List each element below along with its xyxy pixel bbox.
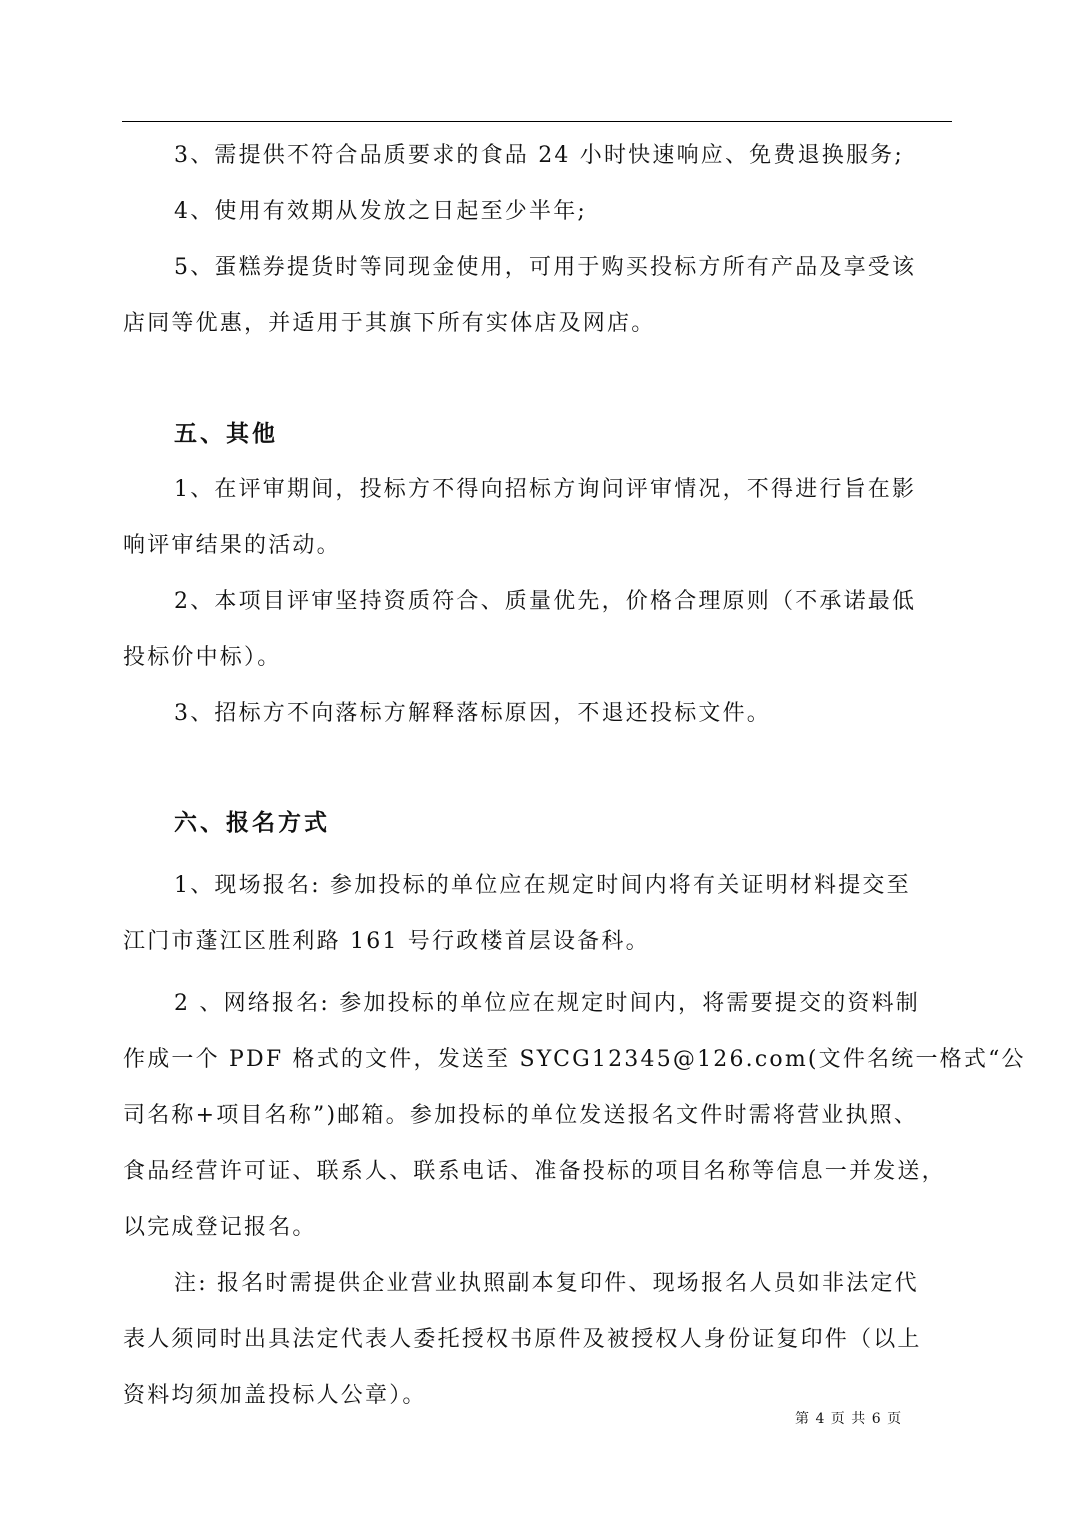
section5-item2-line2: 投标价中标）。 [123,645,282,670]
section6-item2-line5: 以完成登记报名。 [123,1215,317,1240]
section4-item3: 3、需提供不符合品质要求的食品 24 小时快速响应、免费退换服务; [174,143,904,168]
section4-item4: 4、使用有效期从发放之日起至少半年; [174,199,588,224]
section6-note-line1: 注: 报名时需提供企业营业执照副本复印件、现场报名人员如非法定代 [174,1271,919,1296]
page-number: 第 4 页 共 6 页 [795,1411,903,1427]
section5-item3: 3、招标方不向落标方解释落标原因，不退还投标文件。 [174,701,771,726]
section6-item2-line4: 食品经营许可证、联系人、联系电话、准备投标的项目名称等信息一并发送， [123,1159,946,1184]
section6-heading: 六、报名方式 [174,809,330,836]
section6-item1-line2: 江门市蓬江区胜利路 161 号行政楼首层设备科。 [123,929,650,954]
section6-note-line2: 表人须同时出具法定代表人委托授权书原件及被授权人身份证复印件（以上 [123,1327,922,1352]
header-rule [122,121,952,122]
section5-heading: 五、其他 [174,420,278,447]
section6-item2-line2: 作成一个 PDF 格式的文件，发送至 SYCG12345@126.com(文件名统一格式“公 [123,1047,1026,1072]
section5-item2-line1: 2、本项目评审坚持资质符合、质量优先，价格合理原则（不承诺最低 [174,589,917,614]
section4-item5-line2: 店同等优惠，并适用于其旗下所有实体店及网店。 [123,311,656,336]
section6-item2-line3: 司名称+项目名称”)邮箱。参加投标的单位发送报名文件时需将营业执照、 [123,1103,919,1128]
section6-item2-line1: 2 、网络报名: 参加投标的单位应在规定时间内，将需要提交的资料制 [174,991,920,1016]
section6-item1-line1: 1、现场报名: 参加投标的单位应在规定时间内将有关证明材料提交至 [174,873,911,898]
section6-note-line3: 资料均须加盖投标人公章）。 [123,1383,427,1408]
section5-item1-line1: 1、在评审期间，投标方不得向招标方询问评审情况，不得进行旨在影 [174,477,917,502]
section5-item1-line2: 响评审结果的活动。 [123,533,341,558]
section4-item5-line1: 5、蛋糕券提货时等同现金使用，可用于购买投标方所有产品及享受该 [174,255,917,280]
